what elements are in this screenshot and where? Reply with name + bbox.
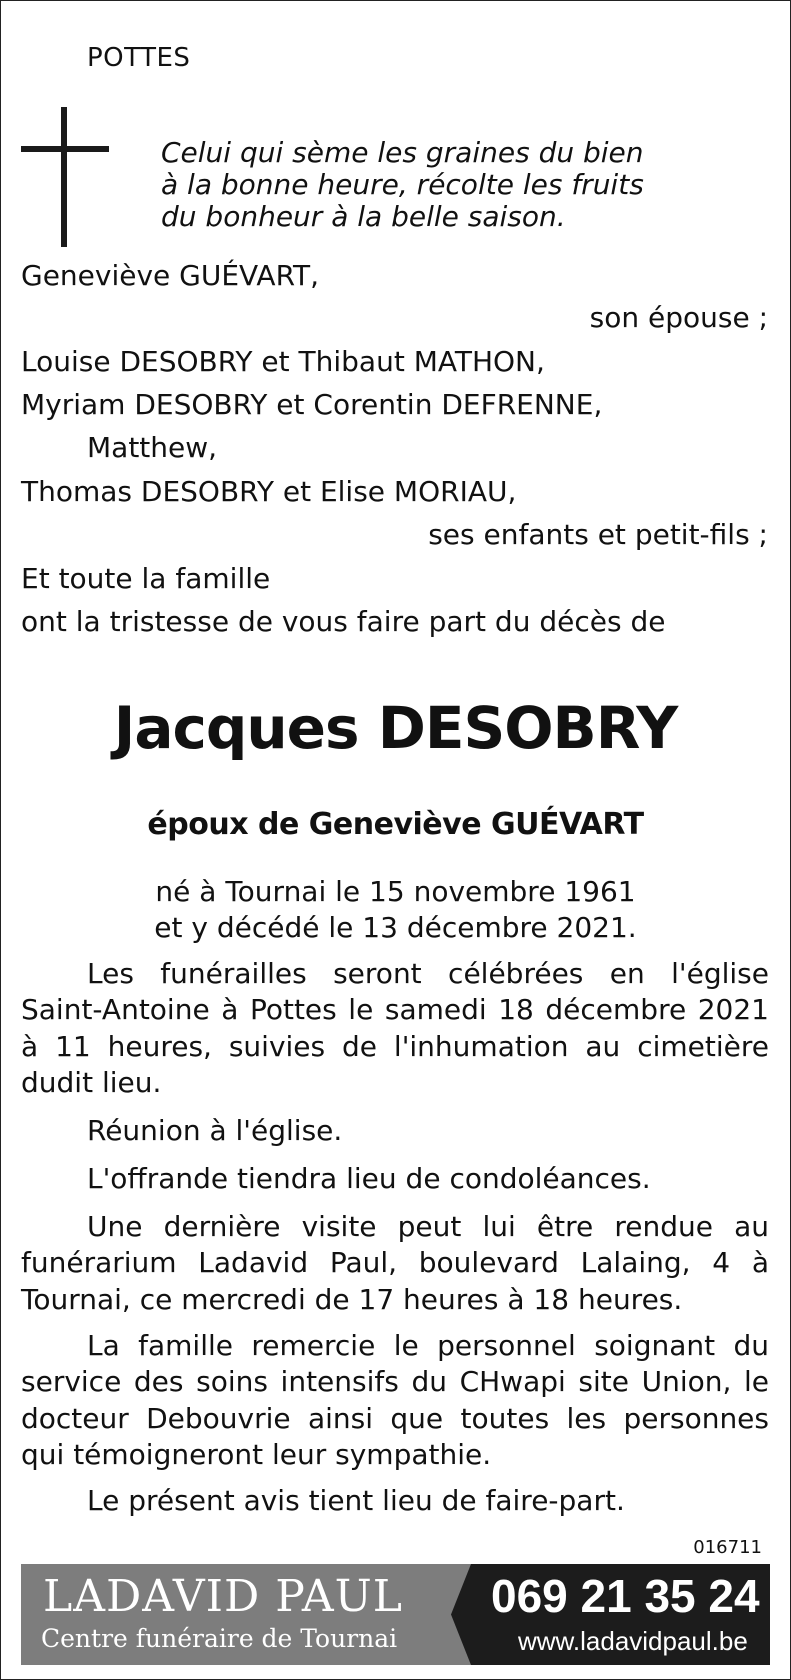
whole-family-line: Et toute la famille bbox=[21, 562, 271, 595]
deceased-name: Jacques DESOBRY bbox=[113, 694, 678, 762]
deceased-relation: époux de Geneviève GUÉVART bbox=[147, 807, 644, 842]
announcement-line: ont la tristesse de vous faire part du décès de bbox=[21, 605, 666, 638]
website-link[interactable]: www.ladavidpaul.be bbox=[518, 1626, 748, 1656]
funeral-text: Les funérailles seront célébrées en l'église Saint-Antoine à Pottes le samedi 18 décembre 2021 à 11 heures, suivies de l'inhumation au cimetière dudit lieu. bbox=[21, 957, 769, 1100]
visit-text: Une dernière visite peut lui être rendue au funérarium Ladavid Paul, boulevard Lalaing, 4 à Tournai, ce mercredi de 17 heures à 18 heures. bbox=[21, 1210, 769, 1316]
child-line: Thomas DESOBRY et Elise MORIAU, bbox=[21, 475, 517, 508]
funeral-home-banner bbox=[21, 1564, 770, 1665]
town-heading: POTTES bbox=[87, 43, 191, 73]
quote-line: du bonheur à la belle saison. bbox=[161, 200, 566, 234]
notice-text: Le présent avis tient lieu de faire-part. bbox=[87, 1484, 625, 1517]
epitaph-quote bbox=[161, 137, 644, 234]
child-line: Myriam DESOBRY et Corentin DEFRENNE, bbox=[21, 388, 603, 421]
funeral-home-name: LADAVID PAUL bbox=[43, 1571, 403, 1622]
cross-horizontal-bar bbox=[21, 146, 109, 152]
child-line: Louise DESOBRY et Thibaut MATHON, bbox=[21, 345, 545, 378]
death-line: et y décédé le 13 décembre 2021. bbox=[154, 911, 637, 944]
phone-number: 069 21 35 24 bbox=[491, 1570, 760, 1622]
gathering-paragraph bbox=[21, 1113, 769, 1149]
thanks-text: La famille remercie le personnel soignant du service des soins intensifs du CHwapi site Union, le docteur Debouvrie ainsi que toutes les personnes qui témoigneront leur sympathie. bbox=[21, 1329, 769, 1472]
notice-paragraph bbox=[21, 1483, 769, 1519]
cross-vertical-bar bbox=[61, 107, 67, 247]
funeral-home-tagline: Centre funéraire de Tournai bbox=[41, 1624, 398, 1653]
gathering-text: Réunion à l'église. bbox=[87, 1114, 343, 1147]
offering-text: L'offrande tiendra lieu de condoléances. bbox=[87, 1162, 651, 1195]
reference-code: 016711 bbox=[693, 1537, 762, 1558]
funeral-paragraph bbox=[21, 956, 769, 1102]
quote-line: Celui qui sème les graines du bien bbox=[161, 136, 644, 169]
quote-line: à la bonne heure, récolte les fruits bbox=[161, 168, 644, 202]
children-role: ses enfants et petit-fils ; bbox=[428, 518, 768, 551]
spouse-role: son épouse ; bbox=[589, 301, 768, 334]
grandchild-line: Matthew, bbox=[87, 431, 218, 464]
thanks-paragraph bbox=[21, 1328, 769, 1474]
birth-line: né à Tournai le 15 novembre 1961 bbox=[155, 875, 636, 908]
visit-paragraph bbox=[21, 1209, 769, 1318]
offering-paragraph bbox=[21, 1161, 769, 1197]
spouse-name: Geneviève GUÉVART, bbox=[21, 259, 319, 292]
